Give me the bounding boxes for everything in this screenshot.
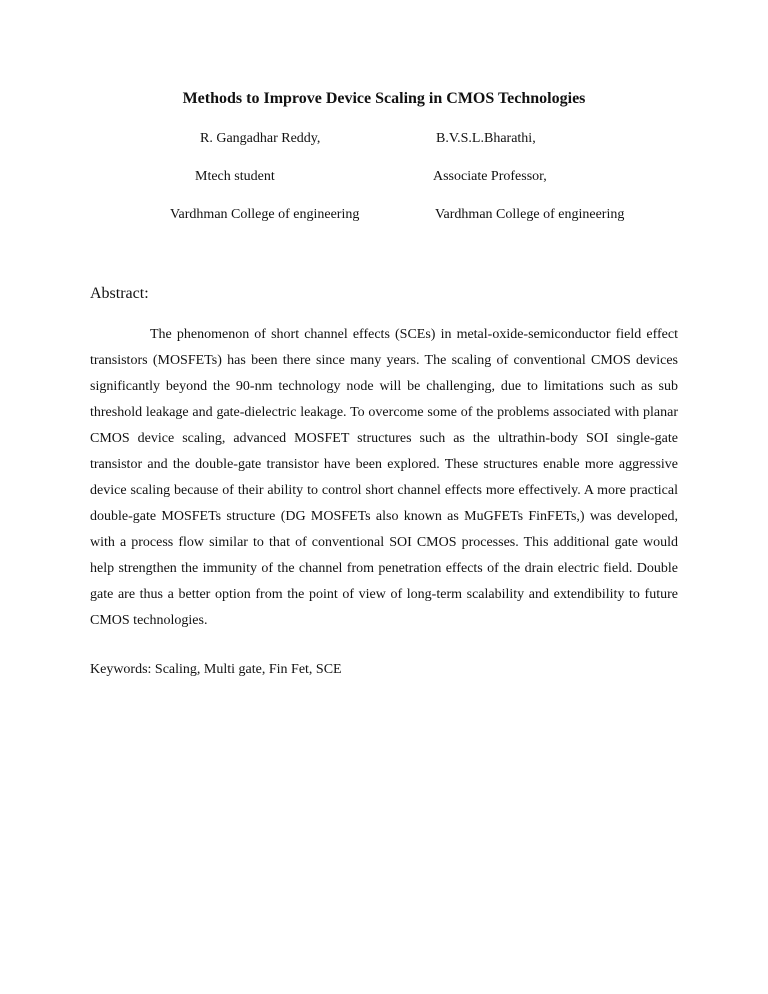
abstract-heading: Abstract: — [90, 285, 149, 302]
author-1-affiliation: Vardhman College of engineering — [170, 207, 360, 222]
author-1-name: R. Gangadhar Reddy, — [200, 131, 321, 146]
author-2-name: B.V.S.L.Bharathi, — [436, 131, 536, 146]
abstract-text: The phenomenon of short channel effects (SCEs) in metal-oxide-semiconductor field effect transistors (MOSFETs) has been there since many years. The scaling of conventional CMOS devices significantly beyond the 90-nm technology node will be challenging, due to limitations such as sub threshold leakage and gate-dielectric leakage. To overcome some of the problems associated with planar CMOS device scaling, advanced MOSFET structures such as the ultrathin-body SOI single-gate transistor and the double-gate transistor have been explored. These structures enable more aggressive device scaling because of their ability to control short channel effects more effectively. A more practical double-gate MOSFETs structure (DG MOSFETs also known as MuGFETs FinFETs,) was developed, with a process flow similar to that of conventional SOI CMOS processes. This additional gate would help strengthen the immunity of the channel from penetration effects of the drain electric field. Double gate are thus a better option from the point of view of long-term scalability and extendibility to future CMOS technologies. — [90, 327, 678, 628]
abstract-body — [90, 322, 678, 634]
paper-title: Methods to Improve Device Scaling in CMOS Technologies — [182, 90, 586, 107]
author-2-role: Associate Professor, — [433, 169, 547, 184]
author-1-role: Mtech student — [195, 169, 275, 184]
author-2-affiliation: Vardhman College of engineering — [435, 207, 625, 222]
keywords-line: Keywords: Scaling, Multi gate, Fin Fet, SCE — [90, 662, 342, 677]
